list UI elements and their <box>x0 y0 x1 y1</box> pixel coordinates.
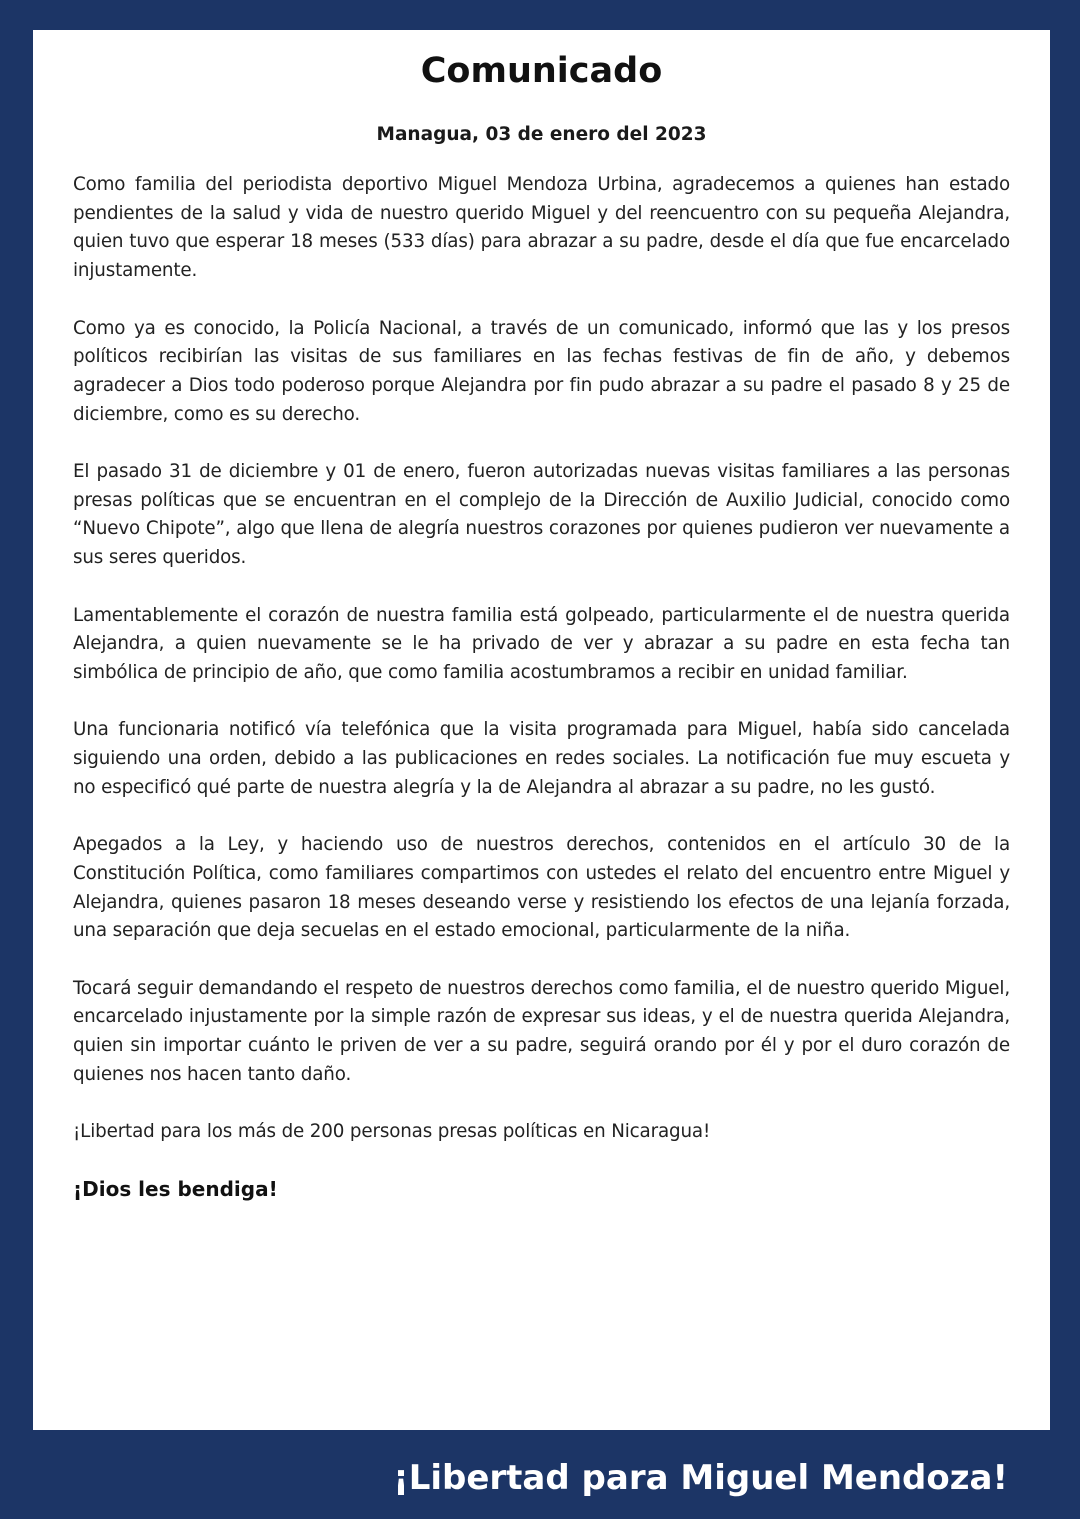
communique-sheet <box>33 30 1050 1430</box>
date-line: Managua, 03 de enero del 2023 <box>376 124 707 145</box>
paragraph-5: Una funcionaria notificó vía telefónica que la visita programada para Miguel, había sido cancelada siguiendo una orden, debido a las publicaciones en redes sociales. La notificación fue muy escueta y no especificó qué parte de nuestra alegría y la de Alejandra al abrazar a su padre, no les gustó. <box>73 719 1010 798</box>
footer-slogan: ¡Libertad para Miguel Mendoza! <box>393 1458 1008 1498</box>
paragraph-4: Lamentablemente el corazón de nuestra familia está golpeado, particularmente el de nuestra querida Alejandra, a quien nuevamente se le ha privado de ver y abrazar a su padre en esta fecha tan simbólica de principio de año, que como familia acostumbramos a recibir en unidad familiar. <box>73 604 1010 683</box>
closing-blessing: ¡Dios les bendiga! <box>73 1177 278 1202</box>
paragraph-2: Como ya es conocido, la Policía Nacional, a través de un comunicado, informó que las y los presos políticos recibirían las visitas de sus familiares en las fechas festivas de fin de año, y debemos agradecer a Dios todo poderoso porque Alejandra por fin pudo abrazar a su padre el pasado 8 y 25 de diciembre, como es su derecho. <box>73 317 1010 425</box>
document-title: Comunicado <box>420 51 663 91</box>
document-body <box>73 171 1010 1147</box>
paragraph-7: Tocará seguir demandando el respeto de nuestros derechos como familia, el de nuestro querido Miguel, encarcelado injustamente por la simple razón de expresar sus ideas, y el de nuestra querida Alejandra, quien sin importar cuánto le priven de ver a su padre, seguirá orando por él y por el duro corazón de quienes nos hacen tanto daño. <box>73 977 1010 1085</box>
paragraph-8: ¡Libertad para los más de 200 personas presas políticas en Nicaragua! <box>73 1121 711 1143</box>
paragraph-1: Como familia del periodista deportivo Miguel Mendoza Urbina, agradecemos a quienes han estado pendientes de la salud y vida de nuestro querido Miguel y del reencuentro con su pequeña Alejandra, quien tuvo que esperar 18 meses (533 días) para abrazar a su padre, desde el día que fue encarcelado injustamente. <box>73 174 1010 282</box>
paragraph-3: El pasado 31 de diciembre y 01 de enero, fueron autorizadas nuevas visitas familiares a las personas presas políticas que se encuentran en el complejo de la Dirección de Auxilio Judicial, conocido como “Nuevo Chipote”, algo que llena de alegría nuestros corazones por quienes pudieron ver nuevamente a sus seres queridos. <box>73 461 1010 569</box>
paragraph-6: Apegados a la Ley, y haciendo uso de nuestros derechos, contenidos en el artículo 30 de la Constitución Política, como familiares compartimos con ustedes el relato del encuentro entre Miguel y Alejandra, quienes pasaron 18 meses deseando verse y resistiendo los efectos de una lejanía forzada, una separación que deja secuelas en el estado emocional, particularmente de la niña. <box>73 834 1010 942</box>
